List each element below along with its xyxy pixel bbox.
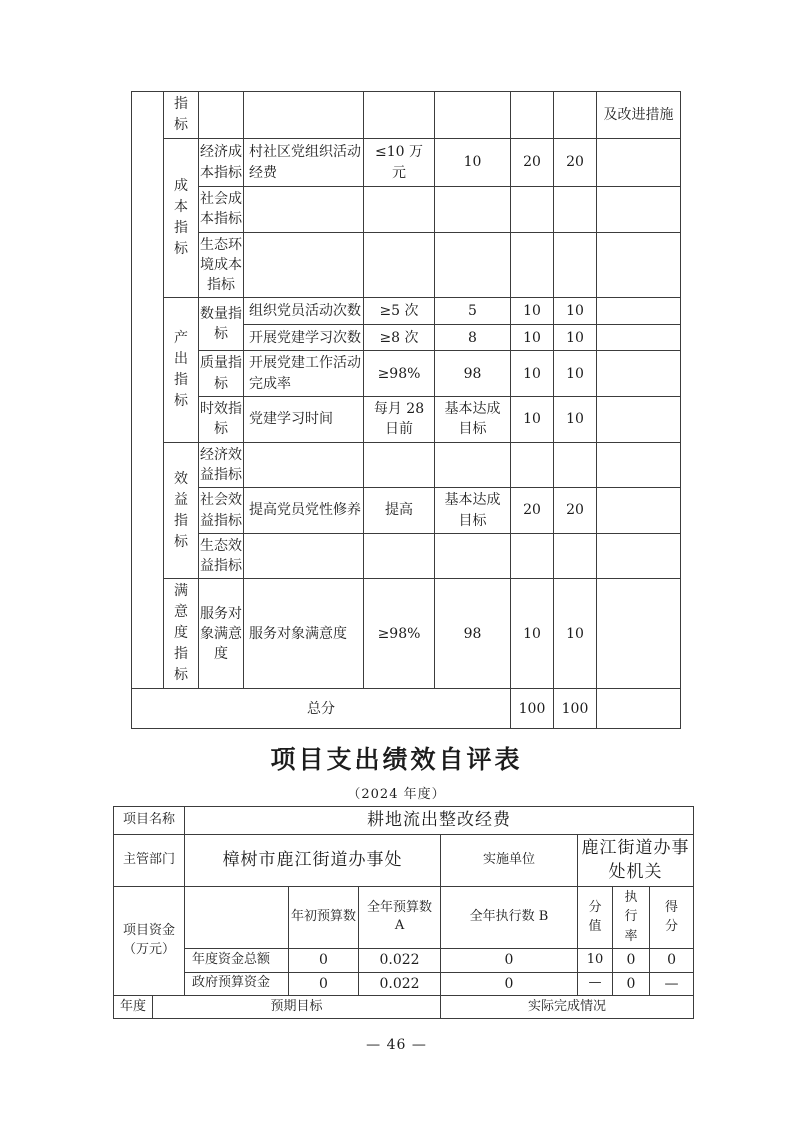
- note-cell: [597, 232, 681, 298]
- executed-value: 0: [441, 948, 578, 972]
- annual-budget-value: 0.022: [359, 972, 441, 995]
- header-initial-budget: 年初预算数: [289, 886, 359, 948]
- note-cell: [597, 298, 681, 325]
- actual-value-cell: [435, 442, 511, 488]
- points-cell: 20: [511, 139, 554, 187]
- year-label: 年度: [114, 996, 153, 1019]
- executed-value: 0: [441, 972, 578, 995]
- target-value-cell: ≤10 万元: [364, 139, 435, 187]
- actual-value-cell: 98: [435, 579, 511, 689]
- note-cell: [597, 397, 681, 443]
- section-label-output: 产出指标: [164, 298, 199, 442]
- initial-budget-value: 0: [289, 948, 359, 972]
- indicator-name-cell: 服务对象满意度: [244, 579, 364, 689]
- score-cell: [554, 533, 597, 579]
- points-cell: [511, 533, 554, 579]
- note-cell: [597, 351, 681, 397]
- header-exec-rate: 执行率: [613, 886, 650, 948]
- points-cell: 10: [511, 579, 554, 689]
- target-value-cell: ≥8 次: [364, 325, 435, 351]
- target-value-cell: ≥98%: [364, 351, 435, 397]
- project-name-value: 耕地流出整改经费: [185, 807, 694, 835]
- target-value-cell: ≥5 次: [364, 298, 435, 325]
- subindicator-cell: 经济效益指标: [199, 442, 244, 488]
- note-cell: [597, 187, 681, 233]
- subindicator-cell: 服务对象满意度: [199, 579, 244, 689]
- actual-completion-header: 实际完成情况: [441, 996, 694, 1019]
- subindicator-cell: 社会成本指标: [199, 187, 244, 233]
- funds-label: 项目资金（万元）: [114, 886, 185, 995]
- target-value-cell: [364, 442, 435, 488]
- target-value-cell: [364, 187, 435, 233]
- page-title: 项目支出绩效自评表: [270, 745, 523, 774]
- points-cell: 10: [511, 397, 554, 443]
- note-cell: [597, 579, 681, 689]
- points-cell: [511, 442, 554, 488]
- actual-value-cell: 基本达成目标: [435, 397, 511, 443]
- score-cell: 10: [554, 325, 597, 351]
- note-cell: [597, 325, 681, 351]
- actual-value-cell: 5: [435, 298, 511, 325]
- total-score-cell: 100: [554, 689, 597, 729]
- indicator-name-cell: 村社区党组织活动经费: [244, 139, 364, 187]
- score-cell: 20: [554, 139, 597, 187]
- indicator-name-cell: [244, 232, 364, 298]
- total-note-cell: [597, 689, 681, 729]
- header-points: 分值: [578, 886, 613, 948]
- empty-cell: [185, 886, 289, 948]
- score-cell: 10: [554, 397, 597, 443]
- total-label-cell: 总分: [132, 689, 511, 729]
- fund-row-label: 年度资金总额: [185, 948, 289, 972]
- target-value-cell: 提高: [364, 488, 435, 534]
- deviation-note-header: 及改进措施: [597, 92, 681, 139]
- annual-budget-value: 0.022: [359, 948, 441, 972]
- indicator-level-cell: [132, 92, 164, 689]
- subindicator-cell: 数量指标: [199, 298, 244, 351]
- subindicator-cell: 时效指标: [199, 397, 244, 443]
- indicator-name-cell: 组织党员活动次数: [244, 298, 364, 325]
- score-cell: 10: [554, 579, 597, 689]
- header-score: 得分: [650, 886, 694, 948]
- impl-unit-value: 鹿江街道办事处机关: [578, 834, 694, 886]
- initial-budget-value: 0: [289, 972, 359, 995]
- target-value-cell: [364, 533, 435, 579]
- score-cell: 10: [554, 298, 597, 325]
- project-name-label: 项目名称: [114, 807, 185, 835]
- subindicator-cell: 生态效益指标: [199, 533, 244, 579]
- subindicator-cell: 质量指标: [199, 351, 244, 397]
- page-number: — 46 —: [366, 1037, 427, 1053]
- empty-cell: [435, 92, 511, 139]
- impl-unit-label: 实施单位: [441, 834, 578, 886]
- indicator-name-cell: [244, 533, 364, 579]
- expected-goal-header: 预期目标: [153, 996, 441, 1019]
- score-cell: [554, 442, 597, 488]
- empty-cell: [554, 92, 597, 139]
- total-points-cell: 100: [511, 689, 554, 729]
- page-subtitle: （2024 年度）: [347, 787, 446, 802]
- score-value: 0: [650, 948, 694, 972]
- subindicator-cell: 社会效益指标: [199, 488, 244, 534]
- target-value-cell: 每月 28 日前: [364, 397, 435, 443]
- empty-cell: [511, 92, 554, 139]
- exec-rate-value: 0: [613, 948, 650, 972]
- points-cell: 10: [511, 325, 554, 351]
- empty-cell: [364, 92, 435, 139]
- indicator-header-tail: 指标: [174, 96, 188, 133]
- score-cell: [554, 187, 597, 233]
- subindicator-cell: 生态环境成本指标: [199, 232, 244, 298]
- note-cell: [597, 139, 681, 187]
- note-cell: [597, 533, 681, 579]
- points-cell: 10: [511, 298, 554, 325]
- section-label-satisfaction: 满意度指标: [164, 579, 199, 689]
- project-self-eval-table: [113, 806, 694, 1019]
- target-value-cell: [364, 232, 435, 298]
- header-executed: 全年执行数 B: [441, 886, 578, 948]
- actual-value-cell: 98: [435, 351, 511, 397]
- points-value: —: [578, 972, 613, 995]
- fund-row-label: 政府预算资金: [185, 972, 289, 995]
- points-cell: [511, 232, 554, 298]
- empty-cell: [244, 92, 364, 139]
- target-value-cell: ≥98%: [364, 579, 435, 689]
- section-label-benefit: 效益指标: [164, 442, 199, 579]
- score-cell: 20: [554, 488, 597, 534]
- indicator-header-tail-cell: [164, 92, 199, 139]
- indicator-name-cell: [244, 442, 364, 488]
- dept-value: 樟树市鹿江街道办事处: [185, 834, 441, 886]
- indicator-name-cell: 开展党建学习次数: [244, 325, 364, 351]
- subindicator-cell: 经济成本指标: [199, 139, 244, 187]
- actual-value-cell: [435, 187, 511, 233]
- dept-label: 主管部门: [114, 834, 185, 886]
- points-cell: 10: [511, 351, 554, 397]
- header-annual-budget: 全年预算数 A: [359, 886, 441, 948]
- indicator-name-cell: 提高党员党性修养: [244, 488, 364, 534]
- score-cell: [554, 232, 597, 298]
- indicator-name-cell: 开展党建工作活动完成率: [244, 351, 364, 397]
- actual-value-cell: 8: [435, 325, 511, 351]
- score-value: —: [650, 972, 694, 995]
- actual-value-cell: [435, 232, 511, 298]
- actual-value-cell: [435, 533, 511, 579]
- performance-indicator-table: [131, 91, 681, 729]
- indicator-name-cell: 党建学习时间: [244, 397, 364, 443]
- actual-value-cell: 基本达成目标: [435, 488, 511, 534]
- points-cell: 20: [511, 488, 554, 534]
- actual-value-cell: 10: [435, 139, 511, 187]
- note-cell: [597, 442, 681, 488]
- points-value: 10: [578, 948, 613, 972]
- points-cell: [511, 187, 554, 233]
- score-cell: 10: [554, 351, 597, 397]
- note-cell: [597, 488, 681, 534]
- indicator-name-cell: [244, 187, 364, 233]
- empty-cell: [199, 92, 244, 139]
- exec-rate-value: 0: [613, 972, 650, 995]
- section-label-cost: 成本指标: [164, 139, 199, 298]
